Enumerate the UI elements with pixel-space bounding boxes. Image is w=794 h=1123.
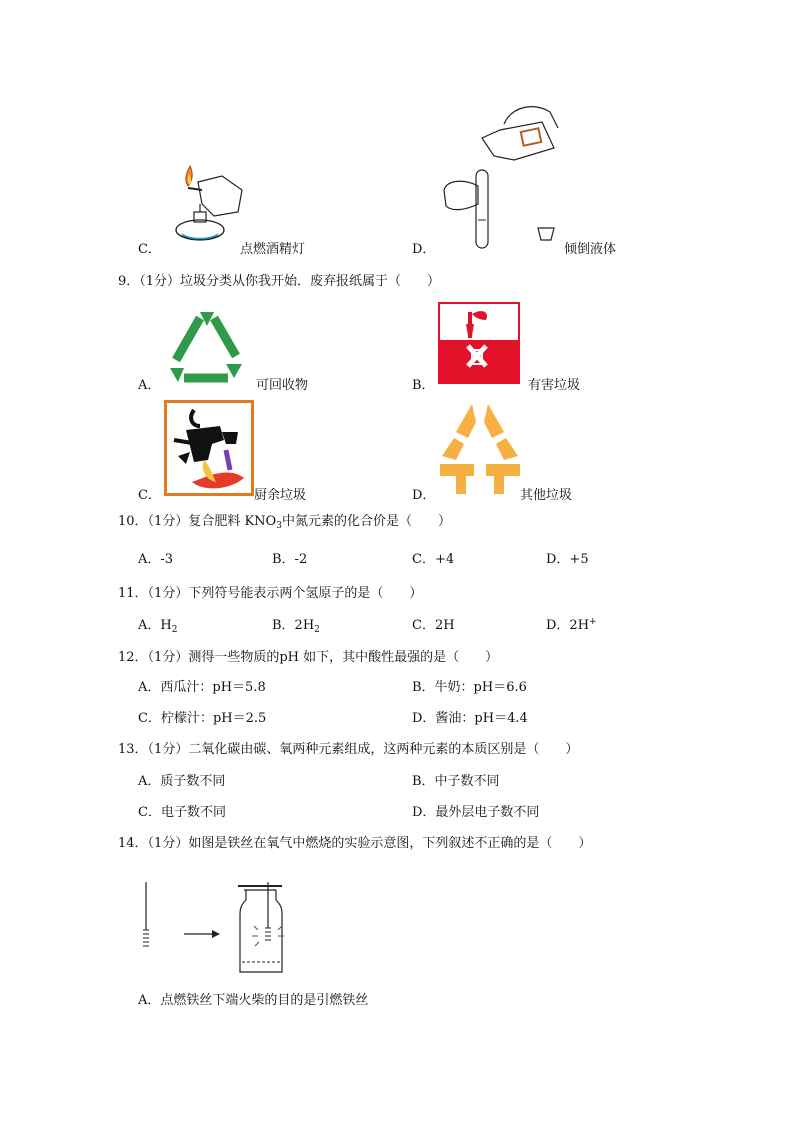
recycle-icon xyxy=(164,308,250,386)
alcohol-lamp-lighting-image xyxy=(160,160,250,248)
q11-option-d[interactable] xyxy=(546,614,597,633)
q8-option-c-letter[interactable]: C． xyxy=(138,242,161,257)
q8-option-c-text: 点燃酒精灯 xyxy=(240,242,306,257)
q9-stem: 9．（1分）垃圾分类从你我开始．废弃报纸属于（ ） xyxy=(118,274,441,289)
q9-option-a-letter[interactable]: A． xyxy=(138,378,161,393)
q9-option-d-text: 其他垃圾 xyxy=(520,488,573,503)
q11-option-a-subscript: 2 xyxy=(171,625,178,635)
q9-option-c-text: 厨余垃圾 xyxy=(254,488,307,503)
q10-option-b[interactable]: B．-2 xyxy=(272,552,308,567)
q10-stem-suffix: 中氮元素的化合价是（ ） xyxy=(281,514,451,529)
kitchen-waste-icon xyxy=(164,400,254,496)
q9-option-c-letter[interactable]: C． xyxy=(138,488,161,503)
q13-option-c[interactable]: C．电子数不同 xyxy=(138,805,226,820)
q11-option-b-main: B．2H xyxy=(272,618,315,633)
q12-option-d[interactable]: D．酱油：pH＝4.4 xyxy=(412,711,528,726)
q13-option-b[interactable]: B．中子数不同 xyxy=(412,774,500,789)
q11-option-d-main: D．2H xyxy=(546,618,590,633)
q9-option-d-letter[interactable]: D． xyxy=(412,488,436,503)
q11-stem: 11．（1分）下列符号能表示两个氢原子的是（ ） xyxy=(118,586,423,601)
q12-option-c[interactable]: C．柠檬汁：pH＝2.5 xyxy=(138,711,267,726)
q14-option-a[interactable]: A．点燃铁丝下端火柴的目的是引燃铁丝 xyxy=(138,993,369,1008)
q10-stem xyxy=(118,510,451,531)
q12-option-a[interactable]: A．西瓜汁：pH＝5.8 xyxy=(138,680,266,695)
q10-option-c[interactable]: C．+4 xyxy=(412,552,455,567)
q9-option-b-letter[interactable]: B． xyxy=(412,378,435,393)
q12-option-b[interactable]: B．牛奶：pH＝6.6 xyxy=(412,680,527,695)
q10-option-d[interactable]: D．+5 xyxy=(546,552,589,567)
q11-option-a[interactable] xyxy=(138,614,177,635)
q11-option-a-main: A．H xyxy=(138,618,172,633)
q11-option-b-subscript: 2 xyxy=(314,625,320,635)
q10-stem-subscript: 3 xyxy=(276,521,282,531)
q11-option-c[interactable]: C．2H xyxy=(412,618,455,633)
q13-stem: 13．（1分）二氧化碳由碳、氧两种元素组成，这两种元素的本质区别是（ ） xyxy=(118,742,579,757)
q10-option-a[interactable]: A．-3 xyxy=(138,552,174,567)
q9-option-b-text: 有害垃圾 xyxy=(528,378,581,393)
q8-option-d-text: 倾倒液体 xyxy=(564,242,617,257)
q11-option-b[interactable] xyxy=(272,614,320,635)
pour-liquid-image xyxy=(438,100,568,250)
q9-option-a-text: 可回收物 xyxy=(256,378,309,393)
q10-stem-prefix: 10．（1分）复合肥料 KNO xyxy=(118,514,277,529)
q12-stem: 12．（1分）测得一些物质的pH 如下，其中酸性最强的是（ ） xyxy=(118,650,499,665)
q8-option-d-letter[interactable]: D． xyxy=(412,242,436,257)
q11-option-d-superscript: + xyxy=(589,617,597,627)
q13-option-a[interactable]: A．质子数不同 xyxy=(138,774,226,789)
iron-wire-combustion-diagram xyxy=(138,880,298,976)
q14-stem: 14．（1分）如图是铁丝在氧气中燃烧的实验示意图，下列叙述不正确的是（ ） xyxy=(118,836,592,851)
other-waste-icon xyxy=(438,402,522,496)
q13-option-d[interactable]: D．最外层电子数不同 xyxy=(412,805,540,820)
hazardous-waste-icon xyxy=(438,302,520,384)
